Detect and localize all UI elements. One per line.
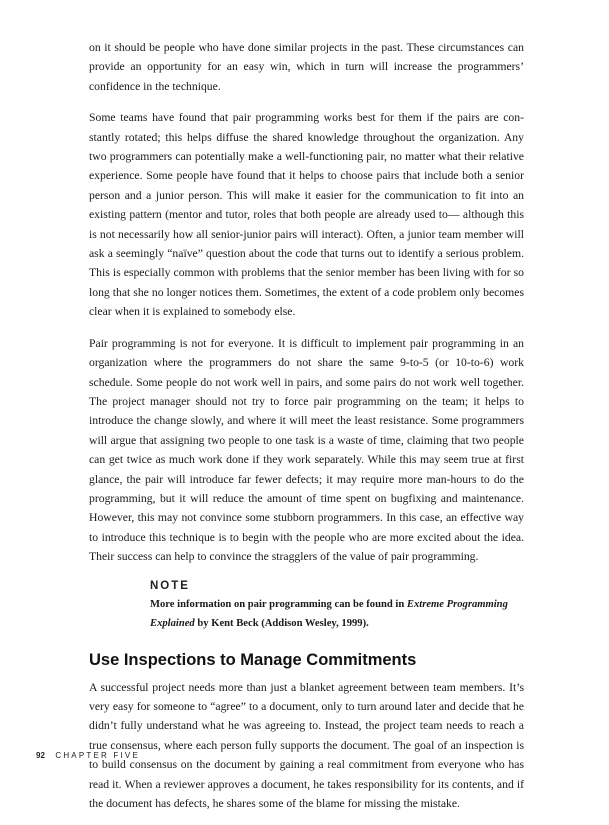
paragraph-1: on it should be people who have done similar projects in the past. These circumstances can provide an opportunity for an easy win, which in turn will increase the programmers’ confidence in the technique. <box>89 41 524 93</box>
note-text-before: More information on pair programming can be found in <box>150 598 407 610</box>
paragraph-4: A successful project needs more than just a blanket agreement between team members. It’s very easy for someone to “agree” to a document, only to turn around later and decide that he didn’t fully understand what he was agreeing to. Instead, the project team needs to reach a true consensus, where each person fully supports the document. The goal of an inspection is to build consensus on the document by gaining a real commitment from everyone who has read it. When a reviewer approves a document, he takes responsibility for its contents, and if the document has defects, he shares some of the blame for missing the mistake. <box>89 680 524 810</box>
note-book-title: Extreme Programming Explained <box>150 598 508 629</box>
page-number: 92 <box>36 751 45 760</box>
page-content <box>89 38 524 825</box>
note-label: NOTE <box>150 579 190 592</box>
paragraph-3: Pair programming is not for everyone. It is difficult to implement pair programming in an organization where the programmers do not share the same 9-to-5 (or 10-to-6) work schedule. Some people do not work well in pairs, and some pairs do not work well together. The project manager should not try to force pair programming on the team; it helps to introduce the change slowly, and where it will meet the least resistance. Some programmers will argue that assigning two people to one task is a waste of time, claiming that two people can get twice as much work done if they work separately. While this may seem true at first glance, the pair will introduce far fewer defects; it may require more man-hours to do the programming, but it will reduce the amount of time spent on bugfixing and maintenance. However, this may not convince some stubborn programmers. In this case, an effective way to introduce this technique is to begin with the people who are more excited about the idea. Their success can help to convince the stragglers of the value of pair programming. <box>89 336 524 564</box>
chapter-label: CHAPTER FIVE <box>55 751 140 760</box>
paragraph-2: Some teams have found that pair programming works best for them if the pairs are constantly rotated; this helps diffuse the shared knowledge throughout the organization. Any two programmers can potentially make a well-functioning pair, no matter what their relative experience. Some people have found that it helps to choose pairs that include both a senior person and a junior person. This will make it easier for the communication to fit into an existing pattern (mentor and tutor, roles that both people are already used to— although this is not necessarily how all senior-junior pairs will interact). Often, a junior team member will ask a seemingly “naïve” question about the code that turns out to identify a serious problem. This is especially common with problems that the senior member has been living with for so long that she no longer notices them. Sometimes, the extent of a code problem only becomes clear when it is explained to somebody else. <box>89 111 524 319</box>
note-text <box>150 595 510 633</box>
note-text-after: by Kent Beck (Addison Wesley, 1999). <box>194 617 369 629</box>
page-footer <box>36 751 140 760</box>
section-heading: Use Inspections to Manage Commitments <box>89 650 417 669</box>
note-box <box>150 580 510 633</box>
